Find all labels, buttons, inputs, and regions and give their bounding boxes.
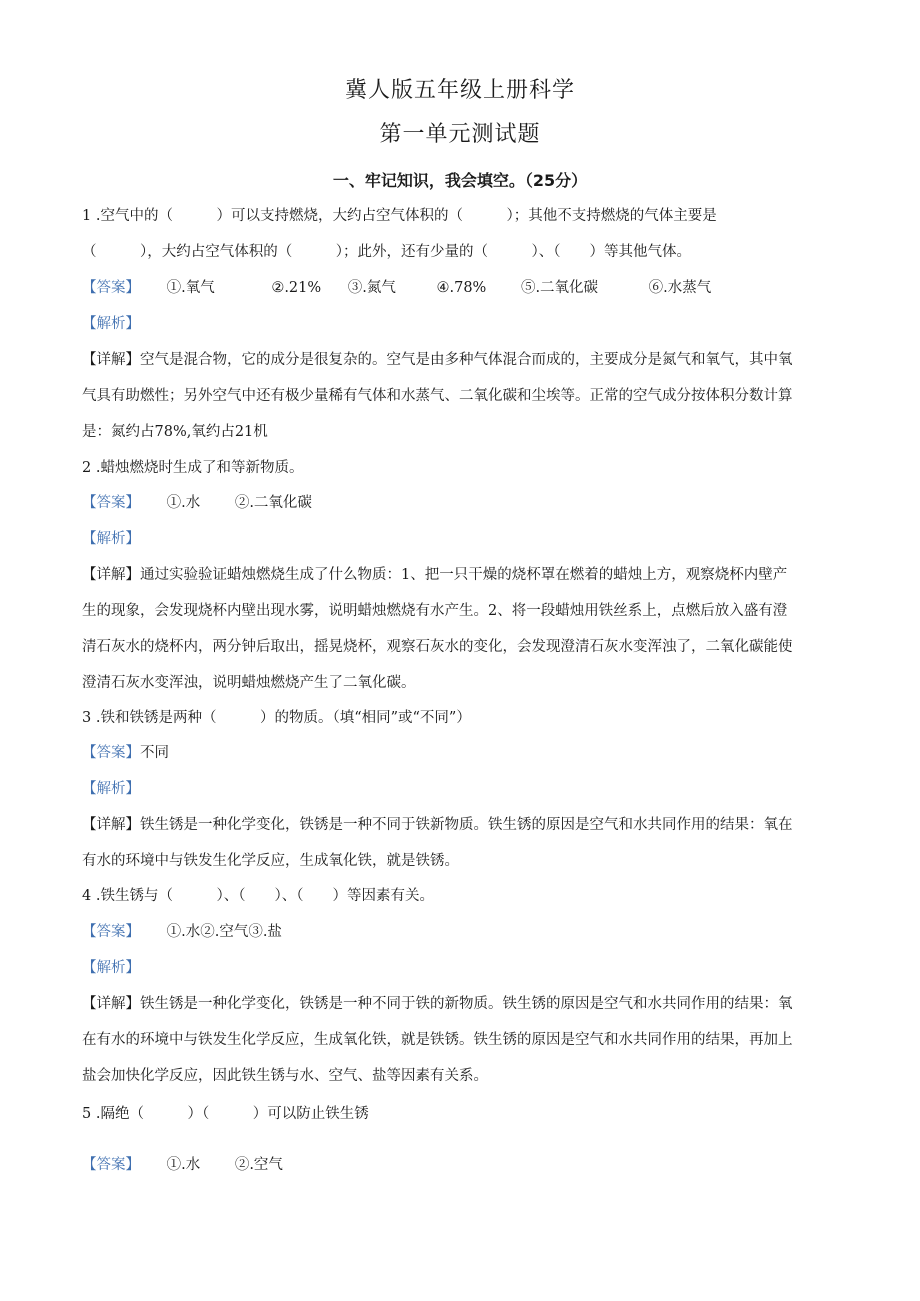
q4-answer-row <box>82 922 842 942</box>
q3-detail-line-1: 【详解】铁生锈是一种化学变化，铁锈是一种不同于铁新物质。铁生锈的原因是空气和水共同作用的结果：氧在 <box>82 817 793 833</box>
answer-label: 【答案】 <box>82 924 140 940</box>
q1-answer-2: ②.21% <box>271 280 322 296</box>
q2-answer-2: ②.二氧化碳 <box>234 495 312 511</box>
q1-detail-line-2: 气具有助燃性；另外空气中还有极少量稀有气体和水蒸气、二氧化碳和尘埃等。正常的空气成分按体积分数计算 <box>82 388 793 404</box>
q1-answer-5: ⑤.二氧化碳 <box>520 280 599 296</box>
q4-text-line-1: 4 .铁生锈与（ ）、（ ）、（ ）等因素有关。 <box>82 888 434 904</box>
q1-text-line-1: 1 .空气中的（ ）可以支持燃烧，大约占空气体积的（ ）；其他不支持燃烧的气体主要是 <box>82 208 717 224</box>
q1-text-line-2: （ ），大约占空气体积的（ ）；此外，还有少量的（ ）、（ ）等其他气体。 <box>82 244 691 260</box>
q4-detail-line-2: 在有水的环境中与铁发生化学反应，生成氧化铁，就是铁锈。铁生锈的原因是空气和水共同作用的结果，再加上 <box>82 1032 793 1048</box>
q1-detail-line-3: 是：氮约占78%,氧约占21机 <box>82 424 268 440</box>
detail-label: 【详解】 <box>82 352 140 368</box>
q4-detail-line-3: 盐会加快化学反应，因此铁生锈与水、空气、盐等因素有关系。 <box>82 1068 488 1084</box>
document-subtitle: 第一单元测试题 <box>379 122 541 147</box>
q2-detail-line-2: 生的现象，会发现烧杯内壁出现水雾，说明蜡烛燃烧有水产生。2、将一段蜡烛用铁丝系上，点燃后放入盛有澄 <box>82 603 788 619</box>
q1-answer-1: ①.氧气 <box>166 280 215 296</box>
answer-label: 【答案】 <box>82 495 140 511</box>
detail-label: 【详解】 <box>82 817 140 833</box>
detail-label: 【详解】 <box>82 567 140 583</box>
q5-answer-2: ②.空气 <box>234 1157 283 1173</box>
answer-label: 【答案】 <box>82 745 140 761</box>
q1-answer-row <box>82 278 842 298</box>
q2-answer-1: ①.水 <box>166 495 201 511</box>
q1-answer-4: ④.78% <box>436 280 487 296</box>
detail-label: 【详解】 <box>82 996 140 1012</box>
q2-detail-line-4: 澄清石灰水变浑浊，说明蜡烛燃烧产生了二氧化碳。 <box>82 675 416 691</box>
q4-answer: ①.水②.空气③.盐 <box>166 924 282 940</box>
q1-answer-6: ⑥.水蒸气 <box>648 280 712 296</box>
answer-label: 【答案】 <box>82 1157 140 1173</box>
q1-detail-line-1: 【详解】空气是混合物，它的成分是很复杂的。空气是由多种气体混合而成的，主要成分是氮气和氧气，其中氧 <box>82 352 793 368</box>
q5-text-line-1: 5 .隔绝（ ）（ ）可以防止铁生锈 <box>82 1106 369 1122</box>
q3-detail-line-2: 有水的环境中与铁发生化学反应，生成氧化铁，就是铁锈。 <box>82 853 459 869</box>
q1-answer-3: ③.氮气 <box>347 280 396 296</box>
q5-answer-1: ①.水 <box>166 1157 201 1173</box>
q1-analysis-label: 【解析】 <box>82 316 140 332</box>
q5-answer-row <box>82 1155 842 1175</box>
q2-detail-line-1: 【详解】通过实验验证蜡烛燃烧生成了什么物质：1、把一只干燥的烧杯罩在燃着的蜡烛上方，观察烧杯内壁产 <box>82 567 788 583</box>
q3-answer: 不同 <box>140 745 169 761</box>
q4-detail-line-1: 【详解】铁生锈是一种化学变化，铁锈是一种不同于铁的新物质。铁生锈的原因是空气和水共同作用的结果：氧 <box>82 996 793 1012</box>
q3-answer-row <box>82 743 842 763</box>
q3-text-line-1: 3 .铁和铁锈是两种（ ）的物质。（填“相同”或“不同”） <box>82 710 471 726</box>
q2-answer-row <box>82 493 842 513</box>
q2-detail-line-3: 清石灰水的烧杯内，两分钟后取出，摇晃烧杯，观察石灰水的变化，会发现澄清石灰水变浑浊了，二氧化碳能使 <box>82 639 793 655</box>
document-title: 冀人版五年级上册科学 <box>344 78 575 103</box>
answer-label: 【答案】 <box>82 280 140 296</box>
q4-analysis-label: 【解析】 <box>82 960 140 976</box>
q2-text-line-1: 2 .蜡烛燃烧时生成了和等新物质。 <box>82 460 304 476</box>
section-heading: 一、牢记知识，我会填空。（25分） <box>332 171 588 190</box>
q3-analysis-label: 【解析】 <box>82 781 140 797</box>
q2-analysis-label: 【解析】 <box>82 531 140 547</box>
